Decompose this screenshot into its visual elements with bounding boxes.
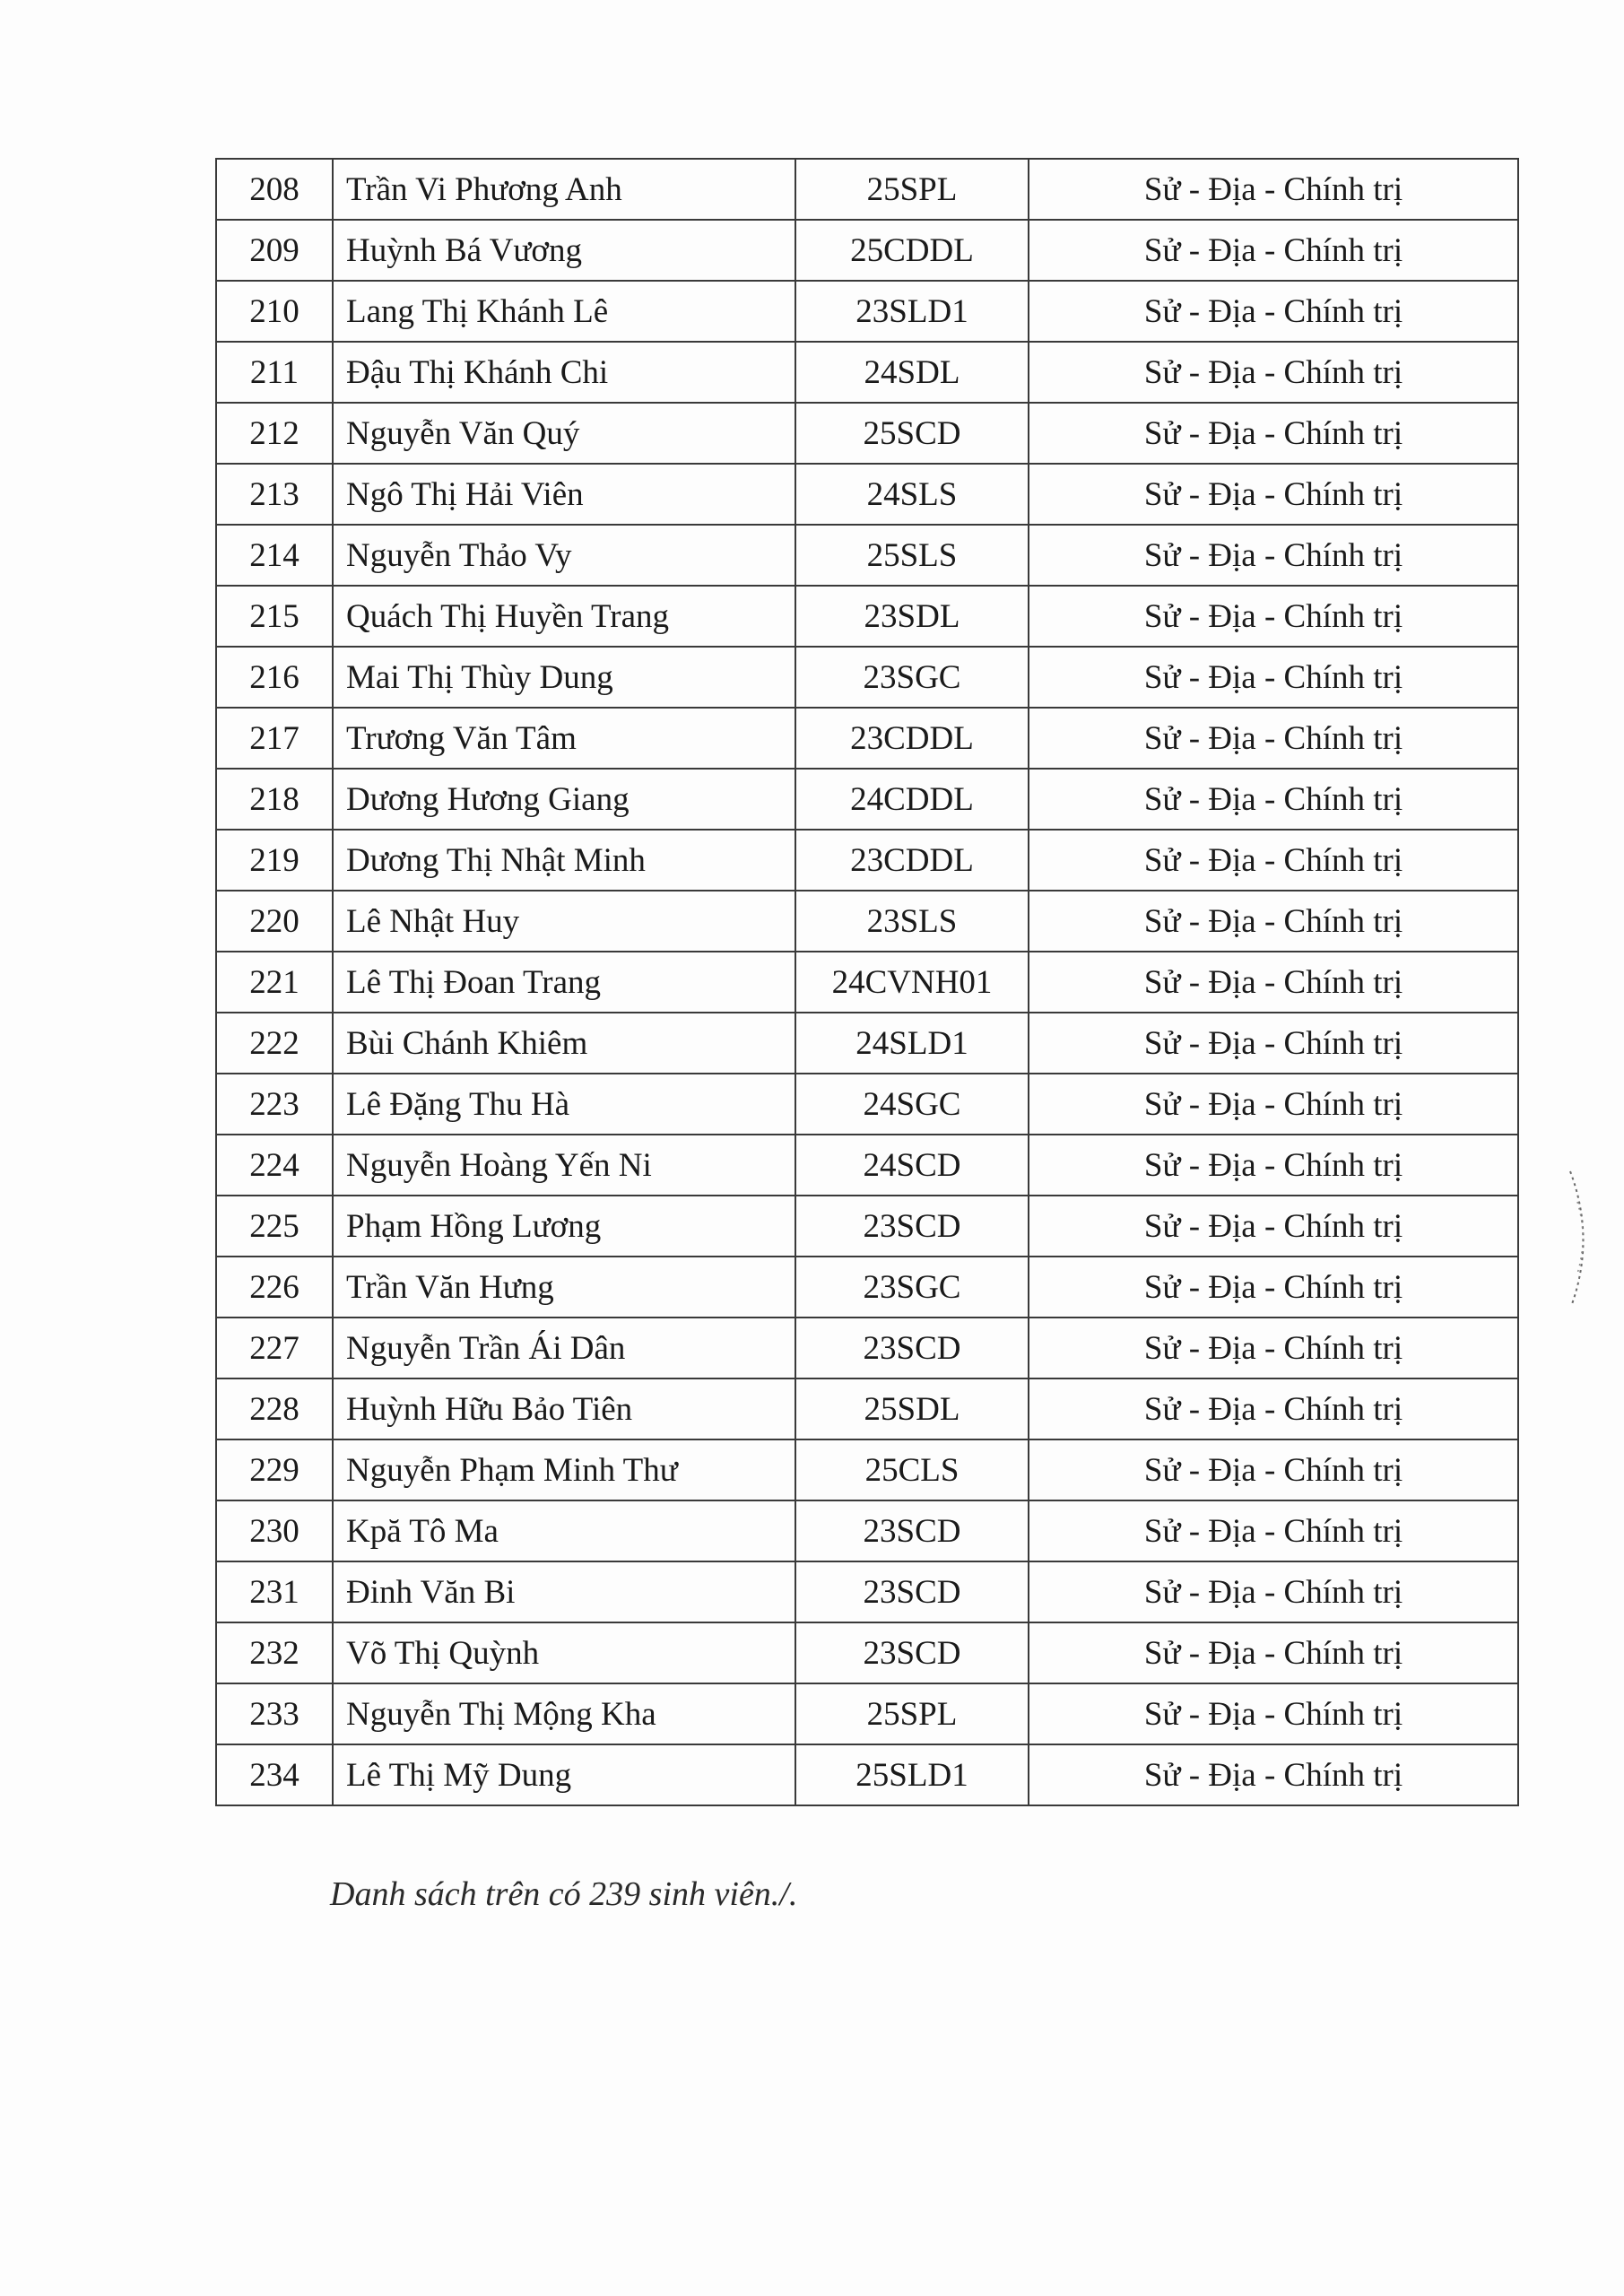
table-row — [216, 952, 1518, 1013]
class-code-cell: 25SPL — [795, 1683, 1029, 1744]
row-number-cell: 219 — [216, 830, 333, 891]
table-row — [216, 1500, 1518, 1561]
major-cell: Sử - Địa - Chính trị — [1029, 1439, 1518, 1500]
major-cell: Sử - Địa - Chính trị — [1029, 1683, 1518, 1744]
major-cell: Sử - Địa - Chính trị — [1029, 464, 1518, 525]
table-row — [216, 281, 1518, 342]
student-name-cell: Dương Hương Giang — [333, 769, 795, 830]
class-code-cell: 25CDDL — [795, 220, 1029, 281]
major-cell: Sử - Địa - Chính trị — [1029, 647, 1518, 708]
student-name-cell: Trần Vi Phương Anh — [333, 159, 795, 220]
class-code-cell: 23SDL — [795, 586, 1029, 647]
student-name-cell: Lê Thị Mỹ Dung — [333, 1744, 795, 1805]
class-code-cell: 25SDL — [795, 1378, 1029, 1439]
student-table — [215, 158, 1519, 1806]
major-cell: Sử - Địa - Chính trị — [1029, 159, 1518, 220]
class-code-cell: 23SLS — [795, 891, 1029, 952]
table-row — [216, 830, 1518, 891]
table-row — [216, 891, 1518, 952]
table-row — [216, 1196, 1518, 1257]
major-cell: Sử - Địa - Chính trị — [1029, 342, 1518, 403]
class-code-cell: 24SCD — [795, 1135, 1029, 1196]
table-row — [216, 1318, 1518, 1378]
student-name-cell: Bùi Chánh Khiêm — [333, 1013, 795, 1074]
class-code-cell: 24SDL — [795, 342, 1029, 403]
student-name-cell: Nguyễn Thảo Vy — [333, 525, 795, 586]
table-row — [216, 1561, 1518, 1622]
class-code-cell: 24SLS — [795, 464, 1029, 525]
major-cell: Sử - Địa - Chính trị — [1029, 1500, 1518, 1561]
row-number-cell: 234 — [216, 1744, 333, 1805]
major-cell: Sử - Địa - Chính trị — [1029, 586, 1518, 647]
student-name-cell: Võ Thị Quỳnh — [333, 1622, 795, 1683]
table-row — [216, 1622, 1518, 1683]
class-code-cell: 24CDDL — [795, 769, 1029, 830]
row-number-cell: 221 — [216, 952, 333, 1013]
table-row — [216, 403, 1518, 464]
class-code-cell: 25SLS — [795, 525, 1029, 586]
student-name-cell: Dương Thị Nhật Minh — [333, 830, 795, 891]
row-number-cell: 232 — [216, 1622, 333, 1683]
student-table-body — [216, 159, 1518, 1805]
class-code-cell: 24CVNH01 — [795, 952, 1029, 1013]
student-name-cell: Mai Thị Thùy Dung — [333, 647, 795, 708]
row-number-cell: 231 — [216, 1561, 333, 1622]
major-cell: Sử - Địa - Chính trị — [1029, 525, 1518, 586]
class-code-cell: 24SGC — [795, 1074, 1029, 1135]
major-cell: Sử - Địa - Chính trị — [1029, 1561, 1518, 1622]
table-row — [216, 220, 1518, 281]
class-code-cell: 25SCD — [795, 403, 1029, 464]
major-cell: Sử - Địa - Chính trị — [1029, 281, 1518, 342]
major-cell: Sử - Địa - Chính trị — [1029, 1318, 1518, 1378]
student-name-cell: Huỳnh Bá Vương — [333, 220, 795, 281]
class-code-cell: 23CDDL — [795, 708, 1029, 769]
student-name-cell: Nguyễn Thị Mộng Kha — [333, 1683, 795, 1744]
table-row — [216, 708, 1518, 769]
class-code-cell: 25SPL — [795, 159, 1029, 220]
row-number-cell: 223 — [216, 1074, 333, 1135]
row-number-cell: 209 — [216, 220, 333, 281]
student-name-cell: Trần Văn Hưng — [333, 1257, 795, 1318]
student-name-cell: Quách Thị Huyền Trang — [333, 586, 795, 647]
major-cell: Sử - Địa - Chính trị — [1029, 1744, 1518, 1805]
major-cell: Sử - Địa - Chính trị — [1029, 1135, 1518, 1196]
student-name-cell: Đinh Văn Bi — [333, 1561, 795, 1622]
student-name-cell: Lê Đặng Thu Hà — [333, 1074, 795, 1135]
table-row — [216, 647, 1518, 708]
class-code-cell: 23CDDL — [795, 830, 1029, 891]
student-name-cell: Nguyễn Hoàng Yến Ni — [333, 1135, 795, 1196]
row-number-cell: 229 — [216, 1439, 333, 1500]
row-number-cell: 216 — [216, 647, 333, 708]
row-number-cell: 210 — [216, 281, 333, 342]
major-cell: Sử - Địa - Chính trị — [1029, 403, 1518, 464]
table-row — [216, 464, 1518, 525]
table-row — [216, 1257, 1518, 1318]
row-number-cell: 212 — [216, 403, 333, 464]
class-code-cell: 25SLD1 — [795, 1744, 1029, 1805]
row-number-cell: 228 — [216, 1378, 333, 1439]
class-code-cell: 23SLD1 — [795, 281, 1029, 342]
student-name-cell: Nguyễn Trần Ái Dân — [333, 1318, 795, 1378]
row-number-cell: 213 — [216, 464, 333, 525]
table-row — [216, 1074, 1518, 1135]
row-number-cell: 214 — [216, 525, 333, 586]
row-number-cell: 227 — [216, 1318, 333, 1378]
page-edge-mark — [1565, 1166, 1601, 1309]
table-row — [216, 342, 1518, 403]
row-number-cell: 208 — [216, 159, 333, 220]
row-number-cell: 233 — [216, 1683, 333, 1744]
row-number-cell: 215 — [216, 586, 333, 647]
major-cell: Sử - Địa - Chính trị — [1029, 952, 1518, 1013]
class-code-cell: 23SGC — [795, 647, 1029, 708]
table-row — [216, 1683, 1518, 1744]
major-cell: Sử - Địa - Chính trị — [1029, 891, 1518, 952]
class-code-cell: 23SCD — [795, 1622, 1029, 1683]
student-name-cell: Phạm Hồng Lương — [333, 1196, 795, 1257]
row-number-cell: 226 — [216, 1257, 333, 1318]
row-number-cell: 222 — [216, 1013, 333, 1074]
major-cell: Sử - Địa - Chính trị — [1029, 1196, 1518, 1257]
major-cell: Sử - Địa - Chính trị — [1029, 1378, 1518, 1439]
major-cell: Sử - Địa - Chính trị — [1029, 220, 1518, 281]
student-name-cell: Lê Nhật Huy — [333, 891, 795, 952]
major-cell: Sử - Địa - Chính trị — [1029, 769, 1518, 830]
table-row — [216, 1013, 1518, 1074]
row-number-cell: 225 — [216, 1196, 333, 1257]
row-number-cell: 218 — [216, 769, 333, 830]
table-row — [216, 769, 1518, 830]
student-name-cell: Lang Thị Khánh Lê — [333, 281, 795, 342]
major-cell: Sử - Địa - Chính trị — [1029, 830, 1518, 891]
class-code-cell: 25CLS — [795, 1439, 1029, 1500]
student-name-cell: Nguyễn Phạm Minh Thư — [333, 1439, 795, 1500]
table-row — [216, 1439, 1518, 1500]
table-row — [216, 1744, 1518, 1805]
total-count-note: Danh sách trên có 239 sinh viên./. — [330, 1875, 798, 1913]
class-code-cell: 23SCD — [795, 1196, 1029, 1257]
student-name-cell: Kpă Tô Ma — [333, 1500, 795, 1561]
major-cell: Sử - Địa - Chính trị — [1029, 1074, 1518, 1135]
row-number-cell: 230 — [216, 1500, 333, 1561]
class-code-cell: 23SCD — [795, 1318, 1029, 1378]
student-name-cell: Đậu Thị Khánh Chi — [333, 342, 795, 403]
table-row — [216, 586, 1518, 647]
table-row — [216, 1378, 1518, 1439]
table-row — [216, 1135, 1518, 1196]
row-number-cell: 211 — [216, 342, 333, 403]
row-number-cell: 217 — [216, 708, 333, 769]
student-name-cell: Trương Văn Tâm — [333, 708, 795, 769]
major-cell: Sử - Địa - Chính trị — [1029, 1013, 1518, 1074]
table-row — [216, 159, 1518, 220]
student-name-cell: Nguyễn Văn Quý — [333, 403, 795, 464]
major-cell: Sử - Địa - Chính trị — [1029, 1257, 1518, 1318]
major-cell: Sử - Địa - Chính trị — [1029, 708, 1518, 769]
student-name-cell: Lê Thị Đoan Trang — [333, 952, 795, 1013]
table-row — [216, 525, 1518, 586]
class-code-cell: 24SLD1 — [795, 1013, 1029, 1074]
major-cell: Sử - Địa - Chính trị — [1029, 1622, 1518, 1683]
class-code-cell: 23SGC — [795, 1257, 1029, 1318]
row-number-cell: 224 — [216, 1135, 333, 1196]
class-code-cell: 23SCD — [795, 1500, 1029, 1561]
class-code-cell: 23SCD — [795, 1561, 1029, 1622]
student-name-cell: Ngô Thị Hải Viên — [333, 464, 795, 525]
student-name-cell: Huỳnh Hữu Bảo Tiên — [333, 1378, 795, 1439]
row-number-cell: 220 — [216, 891, 333, 952]
